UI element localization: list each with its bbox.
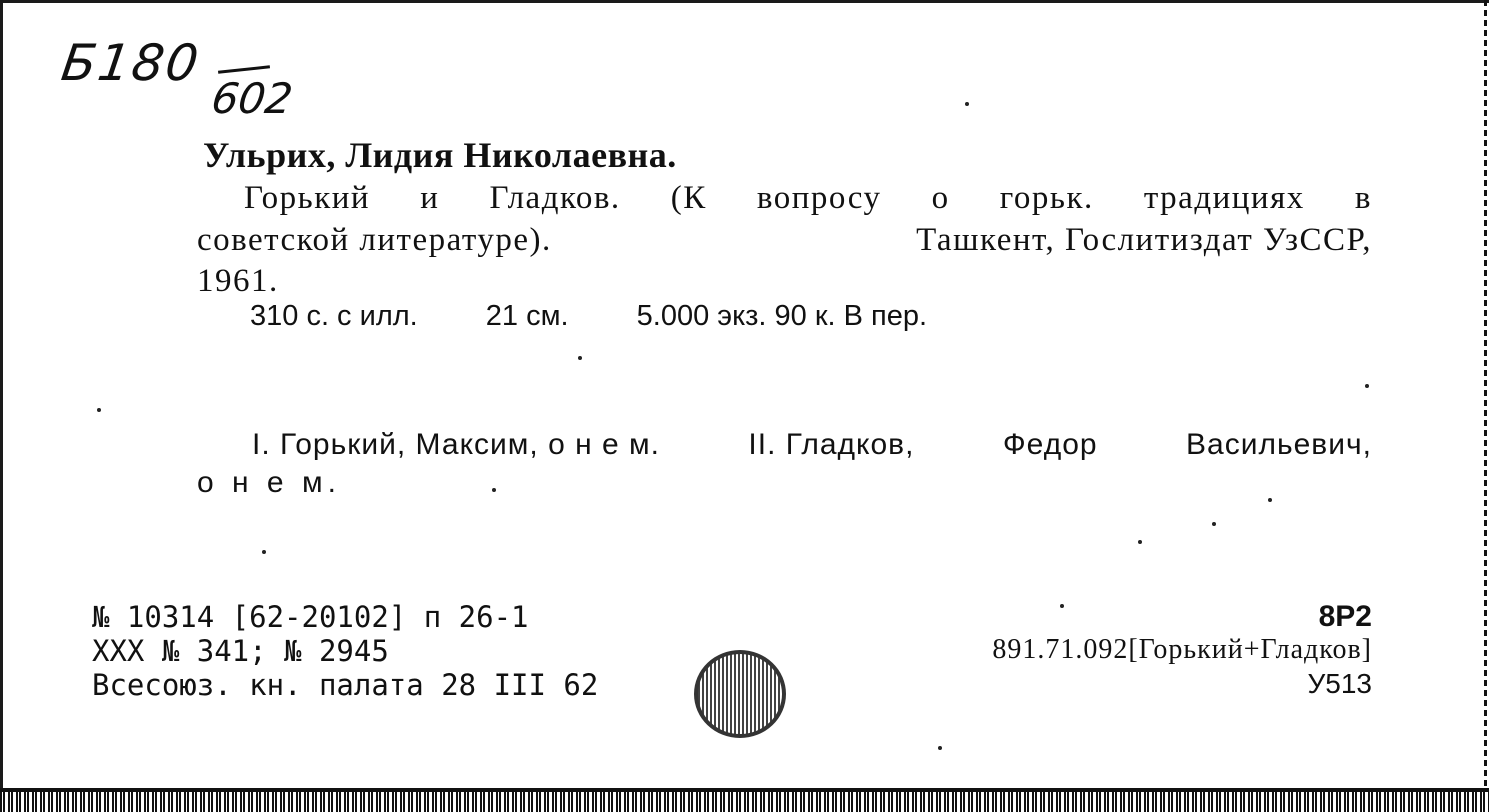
- handwritten-fraction-bar: [218, 65, 270, 73]
- title-line-2: [197, 222, 1372, 259]
- physical-description: [250, 300, 927, 333]
- subject-line-1: [252, 428, 1372, 462]
- title-word: вопросу: [756, 180, 882, 216]
- speck: [965, 102, 969, 106]
- classification-code: 8Р2: [1318, 600, 1372, 633]
- speck: [492, 488, 496, 492]
- registry-number: № 10314 [62-20102] п 26-1: [92, 600, 529, 634]
- speck: [1060, 604, 1064, 608]
- title-line-2-left: советской литературе).: [197, 222, 552, 258]
- speck: [578, 356, 582, 360]
- speck: [1365, 384, 1369, 388]
- copies-price: 5.000 экз. 90 к. В пер.: [636, 300, 928, 332]
- title-word: Гладков.: [489, 180, 621, 216]
- publisher: Ташкент, Гослитиздат УзССР,: [916, 222, 1372, 258]
- speck: [1138, 540, 1142, 544]
- subject-word: Васильевич,: [1186, 428, 1372, 461]
- title-word: и: [420, 180, 440, 216]
- title-word: традициях: [1143, 180, 1305, 216]
- publication-year: 1961.: [197, 263, 279, 299]
- title-word: о: [931, 180, 950, 216]
- card-right-edge: [1484, 0, 1487, 812]
- subject-word: Федор: [1002, 428, 1098, 461]
- title-word: в: [1354, 180, 1372, 216]
- card-left-edge: [0, 0, 3, 812]
- speck: [938, 746, 942, 750]
- title-word: Горький: [244, 180, 371, 216]
- cutter-number: У513: [1307, 668, 1372, 699]
- handwritten-shelf-mark: Б180: [57, 34, 204, 92]
- subject-word: II. Гладков,: [748, 428, 915, 461]
- subject-line-2: о н е м.: [197, 466, 341, 499]
- udc-index: 891.71.092[Горький+Гладков]: [992, 634, 1372, 665]
- author-heading: Ульрих, Лидия Николаевна.: [203, 135, 677, 175]
- subject-word: I. Горький, Максим, о н е м.: [252, 428, 660, 461]
- pages: 310 с. с илл.: [250, 300, 418, 332]
- book-chamber: Всесоюз. кн. палата 28 III 62: [92, 668, 599, 702]
- speck: [262, 550, 266, 554]
- size: 21 см.: [485, 300, 569, 332]
- speck: [97, 408, 101, 412]
- card-top-edge: [0, 0, 1489, 3]
- card-bottom-strip: [0, 792, 1489, 812]
- punch-hole: [694, 650, 786, 738]
- speck: [1268, 498, 1272, 502]
- title-line-1: [244, 180, 1372, 217]
- speck: [1212, 522, 1216, 526]
- title-word: (К: [670, 180, 707, 216]
- title-word: горьк.: [999, 180, 1094, 216]
- handwritten-shelf-sub: 602: [208, 74, 296, 123]
- registry-series: XXX № 341; № 2945: [92, 634, 389, 668]
